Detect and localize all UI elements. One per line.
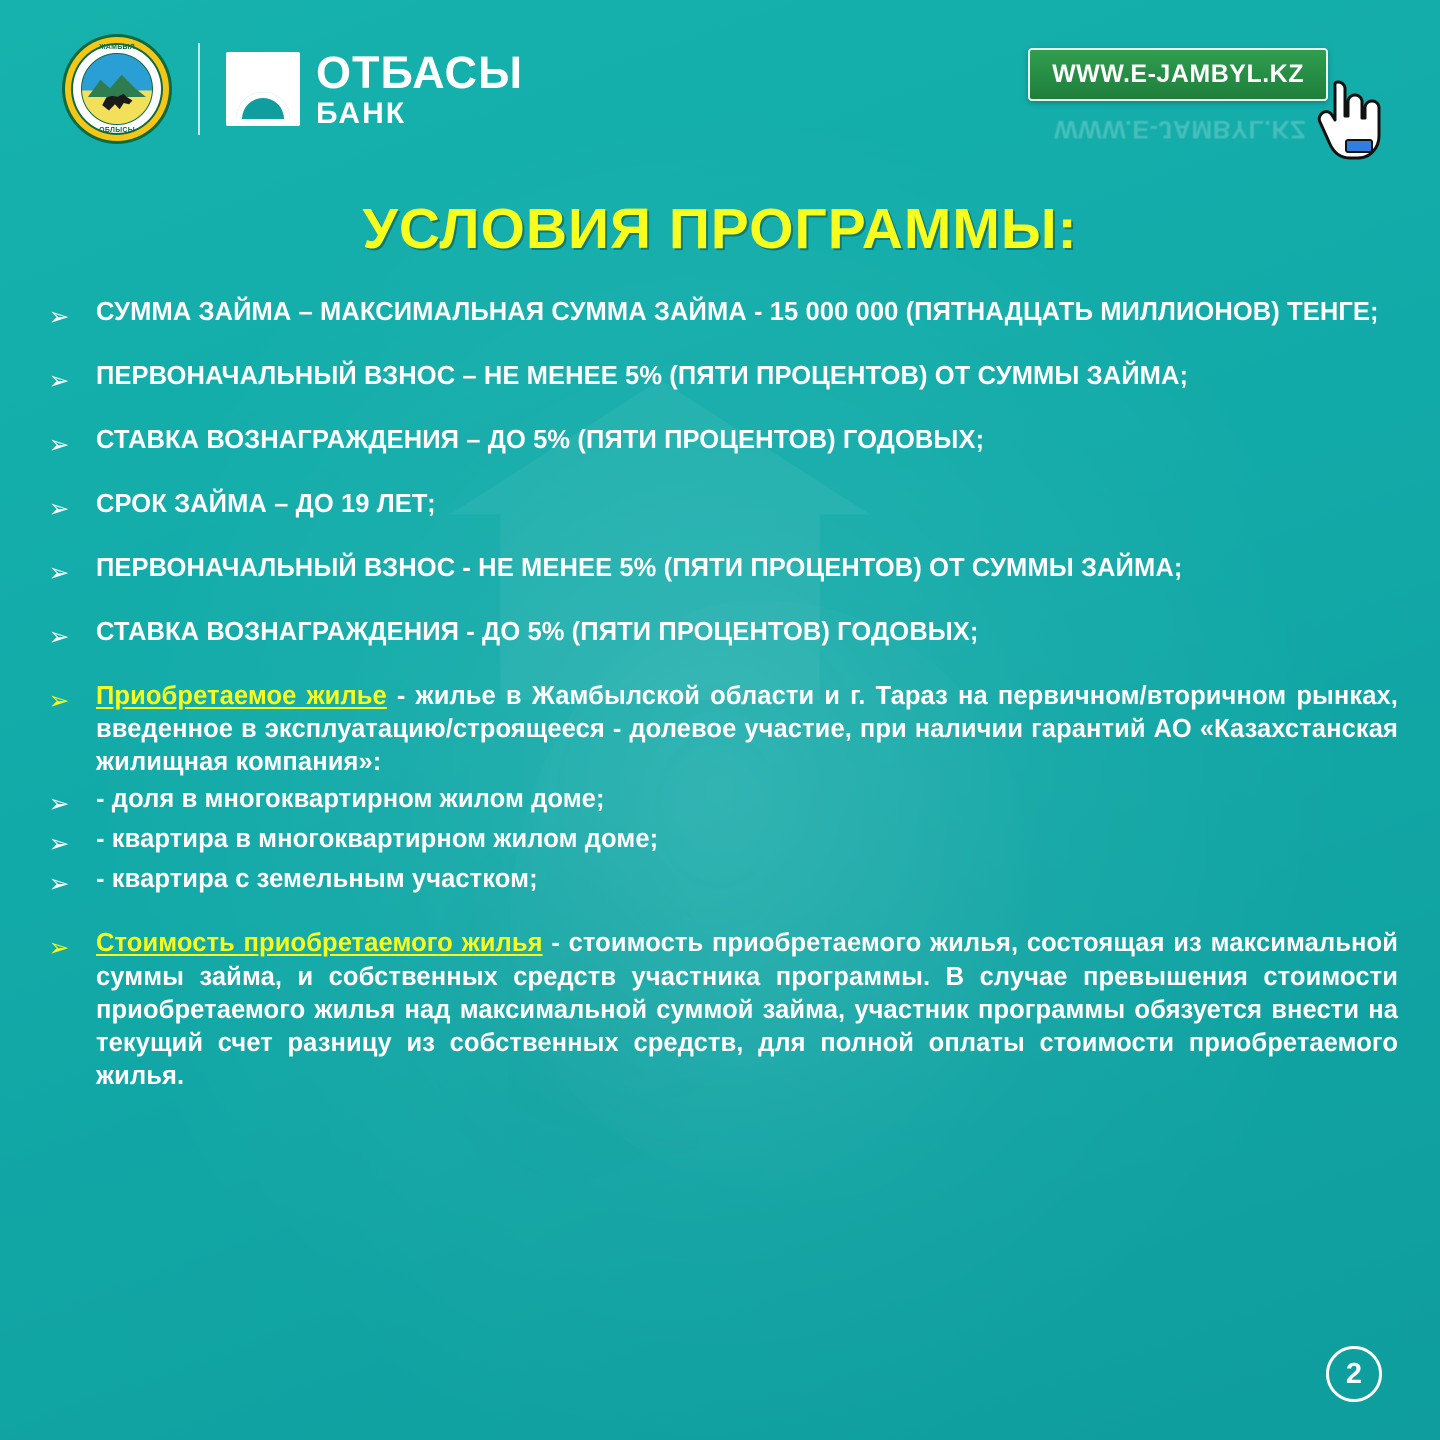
list-item-text: СТАВКА ВОЗНАГРАЖДЕНИЯ - ДО 5% (ПЯТИ ПРОЦЕНТОВ) ГОДОВЫХ; bbox=[96, 618, 979, 646]
list-item-text bbox=[96, 927, 1422, 1093]
page-title: УСЛОВИЯ ПРОГРАММЫ: bbox=[362, 197, 1078, 261]
emblem-top-text: ЖАМБЫЛ bbox=[99, 44, 135, 51]
list-item-text: СТАВКА ВОЗНАГРАЖДЕНИЯ – ДО 5% (ПЯТИ ПРОЦЕНТОВ) ГОДОВЫХ; bbox=[96, 426, 985, 454]
bullet-marker-icon: ➢ bbox=[48, 687, 70, 715]
bullet-marker-icon: ➢ bbox=[48, 559, 70, 587]
bullet-marker-icon: ➢ bbox=[48, 431, 70, 459]
list-item bbox=[22, 424, 1422, 462]
list-item-body: - жилье в Жамбылской области и г. Тараз на первичном/вторичном рынках, введенное в эксплуатацию/строящееся - долевое участие, при наличии гарантий АО «Казахстанская жилищная компания»: bbox=[96, 682, 1398, 777]
highlighted-term: Стоимость приобретаемого жилья bbox=[96, 929, 543, 958]
logo-block bbox=[62, 34, 523, 144]
bullet-marker-icon: ➢ bbox=[48, 303, 70, 331]
list-item bbox=[22, 296, 1422, 334]
bullet-marker-icon: ➢ bbox=[48, 934, 70, 963]
list-item bbox=[22, 783, 1422, 821]
list-item-text bbox=[96, 680, 1422, 779]
bullet-marker-icon: ➢ bbox=[48, 790, 70, 819]
list-item-text: - квартира с земельным участком; bbox=[96, 865, 538, 894]
list-item bbox=[22, 823, 1422, 861]
list-item-housing-cost bbox=[22, 927, 1422, 1093]
emblem-bottom-text: ОБЛЫСЫ bbox=[99, 127, 135, 134]
page-number: 2 bbox=[1326, 1346, 1382, 1402]
otbasy-bank-logo bbox=[226, 46, 524, 130]
highlighted-term: Приобретаемое жилье bbox=[96, 682, 387, 710]
bullet-marker-icon: ➢ bbox=[48, 367, 70, 395]
slide-header bbox=[0, 0, 1440, 170]
list-item-text: - доля в многоквартирном жилом доме; bbox=[96, 785, 605, 814]
list-item bbox=[22, 863, 1422, 901]
list-item-purchased-housing bbox=[22, 680, 1422, 779]
website-badge[interactable]: WWW.E-JAMBYL.KZ bbox=[1028, 48, 1328, 101]
jambyl-region-emblem-icon bbox=[62, 34, 172, 144]
list-item-text: СУММА ЗАЙМА – МАКСИМАЛЬНАЯ СУММА ЗАЙМА - 15 000 000 (ПЯТНАДЦАТЬ МИЛЛИОНОВ) ТЕНГЕ; bbox=[96, 298, 1379, 326]
hand-pointer-icon bbox=[1316, 78, 1382, 162]
list-item bbox=[22, 552, 1422, 590]
bullet-marker-icon: ➢ bbox=[48, 830, 70, 859]
bank-name-line1: ОТБАСЫ bbox=[316, 46, 524, 98]
list-item bbox=[22, 360, 1422, 398]
bullet-marker-icon: ➢ bbox=[48, 495, 70, 523]
list-item bbox=[22, 616, 1422, 654]
bank-mark-icon bbox=[226, 52, 300, 126]
list-item-body: - стоимость приобретаемого жилья, состоящая из максимальной суммы займа, и собственных средств участника программы. В случае превышения стоимости приобретаемого жилья над максимальной суммой займа, участник программы обязуется внести на текущий счет разницу из собственных средств, для полной оплаты стоимости приобретаемого жилья. bbox=[96, 929, 1398, 1090]
list-item-text: ПЕРВОНАЧАЛЬНЫЙ ВЗНОС – НЕ МЕНЕЕ 5% (ПЯТИ ПРОЦЕНТОВ) ОТ СУММЫ ЗАЙМА; bbox=[96, 362, 1189, 390]
list-item-text: СРОК ЗАЙМА – ДО 19 ЛЕТ; bbox=[96, 490, 436, 518]
list-item bbox=[22, 488, 1422, 526]
list-item-text: ПЕРВОНАЧАЛЬНЫЙ ВЗНОС - НЕ МЕНЕЕ 5% (ПЯТИ ПРОЦЕНТОВ) ОТ СУММЫ ЗАЙМА; bbox=[96, 554, 1183, 582]
bullet-marker-icon: ➢ bbox=[48, 870, 70, 899]
conditions-list bbox=[22, 296, 1422, 1119]
website-badge-reflection: WWW.E-JAMBYL.KZ bbox=[1054, 115, 1306, 143]
bank-name-line2: БАНК bbox=[316, 96, 407, 130]
bullet-marker-icon: ➢ bbox=[48, 623, 70, 651]
list-item-text: - квартира в многоквартирном жилом доме; bbox=[96, 825, 659, 854]
logo-divider bbox=[198, 43, 200, 135]
